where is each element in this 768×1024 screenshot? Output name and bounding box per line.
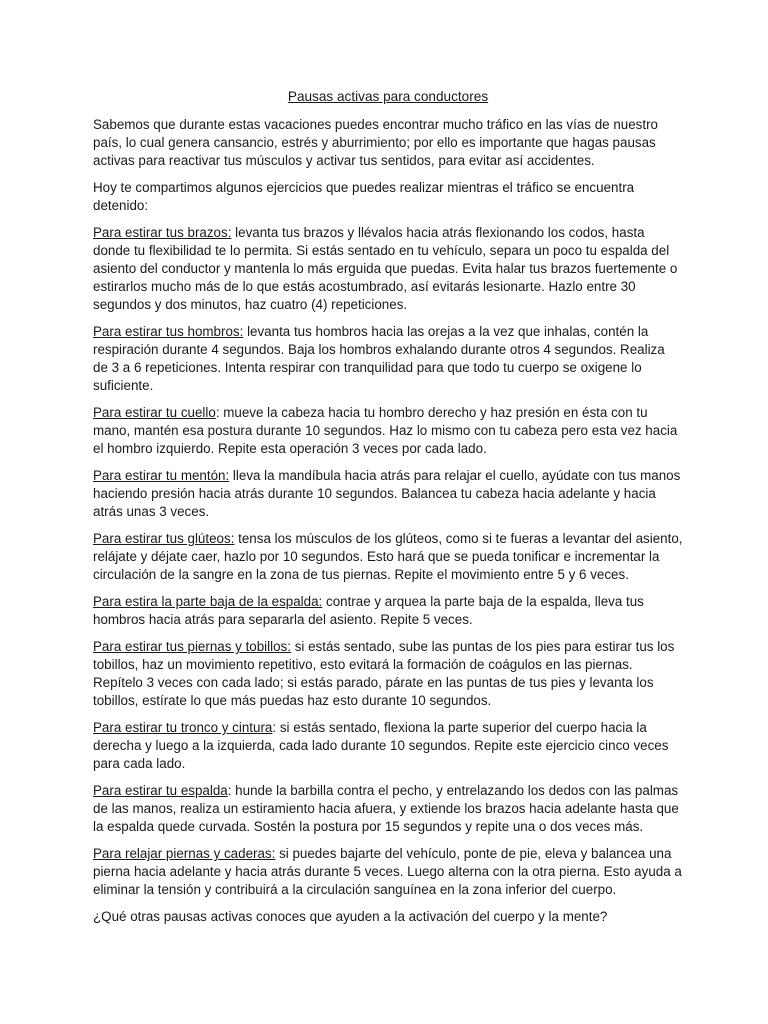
exercise-lead: Para estirar tu tronco y cintura (93, 720, 273, 735)
intro-paragraph: Sabemos que durante estas vacaciones puedes encontrar mucho tráfico en las vías de nuestro país, lo cual genera cansancio, estrés y aburrimiento; por ello es importante que hagas pausas activas para reactivar tus músculos y activar tus sentidos, para evitar así accidentes. (93, 117, 658, 168)
closing-question: ¿Qué otras pausas activas conoces que ayuden a la activación del cuerpo y la mente? (93, 909, 608, 924)
exercise-lower-back (93, 593, 683, 629)
exercise-torso-waist (93, 719, 683, 773)
exercise-lead: Para estirar tu mentón: (93, 468, 230, 483)
exercise-back (93, 782, 683, 836)
exercise-text: levanta tus hombros hacia las orejas a la vez que inhalas, contén la respiración durante 4 segundos. Baja los hombros exhalando durante otros 4 segundos. Realiza de 3 a 6 repeticiones. Intenta respirar con tranquilidad para que todo tu cuerpo se oxigene lo suficiente. (93, 324, 665, 393)
exercise-arms (93, 224, 683, 314)
exercise-legs-hips (93, 845, 683, 899)
document-page (93, 88, 683, 935)
exercise-text: tensa los músculos de los glúteos, como si te fueras a levantar del asiento, relájate y déjate caer, hazlo por 10 segundos. Esto hará que se pueda tonificar e incrementar la circulación de la sangre en la zona de tus piernas. Repite el movimiento entre 5 y 6 veces. (93, 531, 683, 582)
exercise-glutes (93, 530, 683, 584)
exercise-shoulders (93, 323, 683, 395)
exercise-chin (93, 467, 683, 521)
exercise-lead: Para estirar tu cuello (93, 405, 216, 420)
exercise-text: contrae y arquea la parte baja de la espalda, lleva tus hombros hacia atrás para separarla del asiento. Repite 5 veces. (93, 594, 644, 627)
exercise-legs-ankles (93, 638, 683, 710)
exercise-text: levanta tus brazos y llévalos hacia atrás flexionando los codos, hasta donde tu flexibilidad te lo permita. Si estás sentado en tu vehículo, separa un poco tu espalda del asiento del conductor y mantenla lo más erguida que puedas. Evita halar tus brazos fuertemente o estirarlos mucho más de lo que estás acostumbrado, así evitarás lesionarte. Hazlo entre 30 segundos y dos minutos, haz cuatro (4) repeticiones. (93, 225, 678, 312)
exercise-lead: Para estirar tus brazos: (93, 225, 232, 240)
exercise-text: si puedes bajarte del vehículo, ponte de pie, eleva y balancea una pierna hacia adelante y hacia atrás durante 5 veces. Luego alterna con la otra pierna. Esto ayuda a eliminar la tensión y contribuirá a la circulación sanguínea en la zona inferior del cuerpo. (93, 846, 682, 897)
exercise-text: : mueve la cabeza hacia tu hombro derecho y haz presión en ésta con tu mano, mantén esa postura durante 10 segundos. Haz lo mismo con tu cabeza pero esta vez hacia el hombro izquierdo. Repite esta operación 3 veces por cada lado. (93, 405, 678, 456)
exercise-lead: Para estirar tus glúteos: (93, 531, 235, 546)
exercise-text: lleva la mandíbula hacia atrás para relajar el cuello, ayúdate con tus manos haciendo presión hacia atrás durante 10 segundos. Balancea tu cabeza hacia adelante y hacia atrás unas 3 veces. (93, 468, 681, 519)
exercise-lead: Para estirar tus piernas y tobillos: (93, 639, 291, 654)
exercise-lead: Para estirar tu espalda (93, 783, 228, 798)
exercise-text: : si estás sentado, flexiona la parte superior del cuerpo hacia la derecha y luego a la izquierda, cada lado durante 10 segundos. Repite este ejercicio cinco veces para cada lado. (93, 720, 669, 771)
intro-paragraph: Hoy te compartimos algunos ejercicios que puedes realizar mientras el tráfico se encuentra detenido: (93, 180, 635, 213)
document-title: Pausas activas para conductores (287, 89, 489, 104)
exercise-neck (93, 404, 683, 458)
exercise-lead: Para estirar tus hombros: (93, 324, 244, 339)
exercise-lead: Para relajar piernas y caderas: (93, 846, 276, 861)
exercise-text: si estás sentado, sube las puntas de los pies para estirar tus los tobillos, haz un movimiento repetitivo, esto evitará la formación de coágulos en las piernas. Repítelo 3 veces con cada lado; si estás parado, párate en las puntas de tus pies y levanta los tobillos, estírate lo que más puedas haz esto durante 10 segundos. (93, 639, 675, 708)
exercise-text: : hunde la barbilla contra el pecho, y entrelazando los dedos con las palmas de las manos, realiza un estiramiento hacia afuera, y extiende los brazos hacia adelante hasta que la espalda quede curvada. Sostén la postura por 15 segundos y repite una o dos veces más. (93, 783, 679, 834)
exercise-lead: Para estira la parte baja de la espalda: (93, 594, 323, 609)
